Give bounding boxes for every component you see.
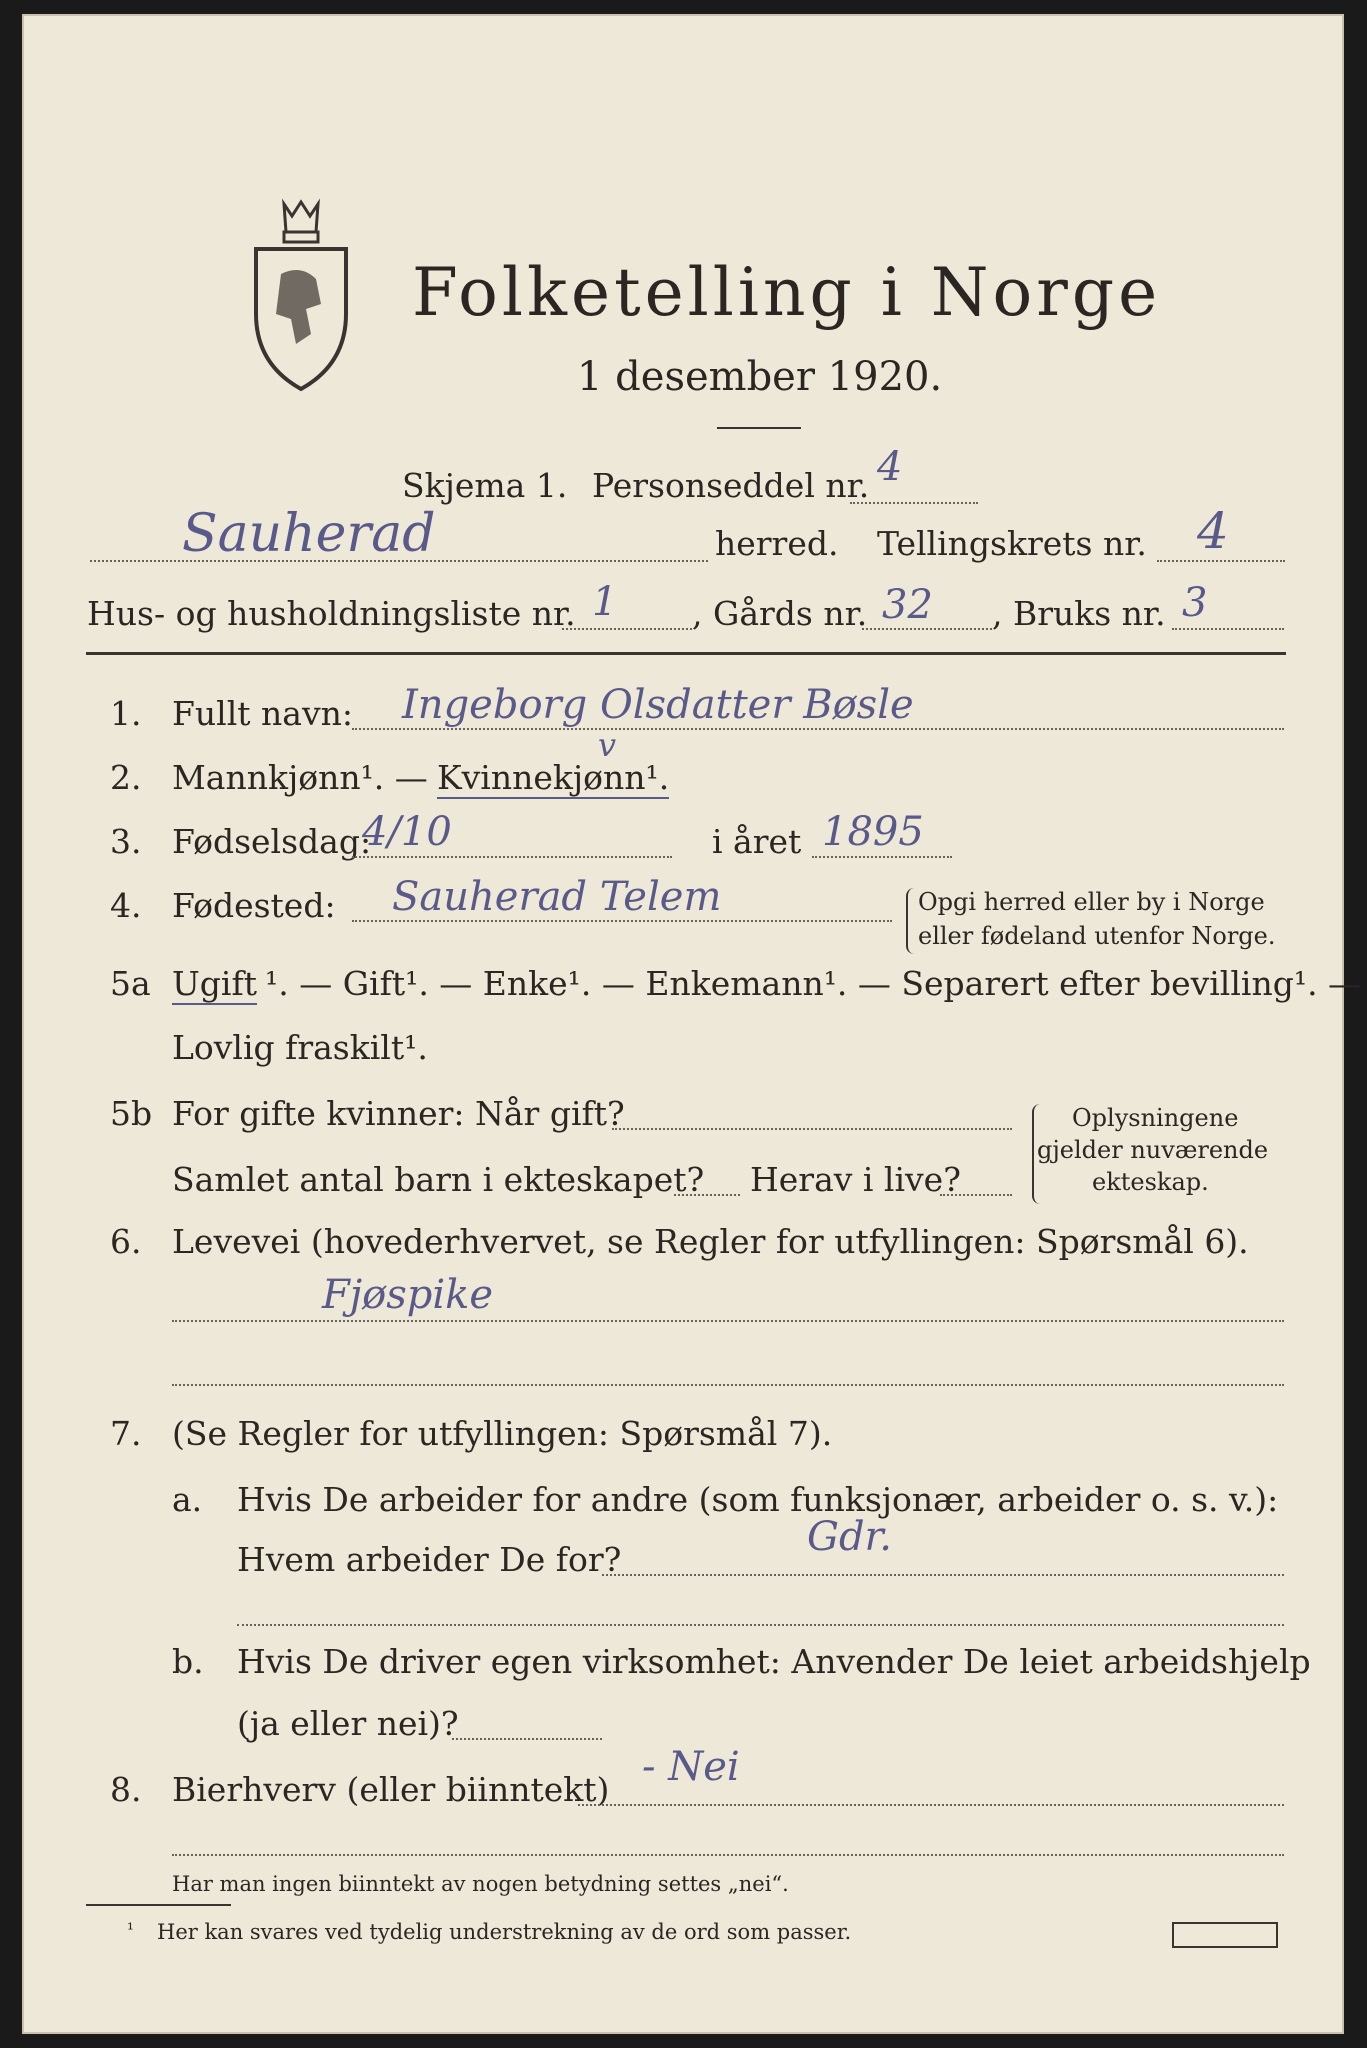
- personseddel-label: Personseddel nr.: [592, 466, 870, 505]
- herred-label: herred.: [715, 524, 839, 563]
- tellingskrets-value: 4: [1197, 502, 1229, 560]
- tellingskrets-line: [1157, 560, 1285, 562]
- q5a-line2: Lovlig fraskilt¹.: [172, 1028, 428, 1067]
- q6-line-2: [172, 1384, 1284, 1386]
- q7a-value: Gdr.: [807, 1514, 892, 1560]
- tellingskrets-label: Tellingskrets nr.: [877, 524, 1147, 563]
- census-form: [22, 14, 1362, 2034]
- q4-value: Sauherad Telem: [392, 874, 722, 920]
- personseddel-line: [850, 502, 978, 504]
- q7-number: 7.: [110, 1414, 142, 1453]
- q4-number: 4.: [110, 886, 142, 925]
- form-title: Folketelling i Norge: [412, 254, 1162, 331]
- hus-value: 1: [592, 579, 618, 625]
- hus-line: [562, 628, 692, 630]
- printer-stamp: [1172, 1922, 1278, 1948]
- q6-value: Fjøspike: [322, 1272, 494, 1318]
- q5b-line-1: [612, 1128, 1012, 1130]
- skjema-label: Skjema 1.: [402, 466, 568, 505]
- q8-line-1: [578, 1804, 1284, 1806]
- q3-year-line: [812, 856, 952, 858]
- q1-number: 1.: [110, 694, 142, 733]
- q3-label: Fødselsdag:: [172, 822, 372, 861]
- q8-number: 8.: [110, 1770, 142, 1809]
- gards-value: 32: [882, 582, 933, 628]
- q5b-number: 5b: [110, 1094, 153, 1133]
- q8-label: Bierhverv (eller biinntekt): [172, 1770, 610, 1809]
- q3-value: 4/10: [362, 809, 452, 855]
- q5a-number: 5a: [110, 964, 151, 1003]
- q7-label: (Se Regler for utfyllingen: Spørsmål 7).: [172, 1414, 833, 1453]
- census-date: 1 desember 1920.: [577, 354, 943, 400]
- q5a-options: ¹. — Gift¹. — Enke¹. — Enkemann¹. — Separert efter bevilling¹. —: [265, 964, 1362, 1003]
- gards-label: , Gårds nr.: [692, 594, 868, 633]
- q5b-note-3: ekteskap.: [1092, 1168, 1209, 1196]
- q5a-ugift: Ugift: [172, 964, 257, 1003]
- q7b-label: Hvis De driver egen virksomhet: Anvender De leiet arbeidshjelp: [237, 1642, 1311, 1681]
- q5b-label-1: For gifte kvinner: Når gift?: [172, 1094, 625, 1133]
- q4-brace: [906, 888, 918, 954]
- q3-year-value: 1895: [822, 809, 924, 855]
- q7a-line-2: [237, 1624, 1284, 1626]
- q6-number: 6.: [110, 1222, 142, 1261]
- q7b-letter: b.: [172, 1642, 204, 1681]
- q7a-question: Hvem arbeider De for?: [237, 1540, 622, 1579]
- bruks-value: 3: [1182, 580, 1208, 626]
- bruks-label: , Bruks nr.: [992, 594, 1166, 633]
- q3-number: 3.: [110, 822, 142, 861]
- q6-label: Levevei (hovederhvervet, se Regler for utfyllingen: Spørsmål 6).: [172, 1222, 1249, 1261]
- bruks-line: [1172, 628, 1284, 630]
- q6-line-1: [172, 1320, 1284, 1322]
- q5b-label-3: Herav i live?: [750, 1160, 961, 1199]
- q8-value: - Nei: [642, 1744, 740, 1790]
- q5b-label-2: Samlet antal barn i ekteskapet?: [172, 1160, 705, 1199]
- q5b-note-1: Oplysningene: [1072, 1104, 1239, 1132]
- q8-line-2: [172, 1854, 1284, 1856]
- q1-label: Fullt navn:: [172, 694, 353, 733]
- biinntekt-note: Har man ingen biinntekt av nogen betydning settes „nei“.: [172, 1872, 789, 1896]
- q3-line: [352, 856, 672, 858]
- q7b-question: (ja eller nei)?: [237, 1704, 459, 1743]
- q4-note-2: eller fødeland utenfor Norge.: [918, 922, 1276, 950]
- coat-of-arms-icon: [246, 194, 356, 394]
- q4-label: Fødested:: [172, 886, 336, 925]
- q3-year-label: i året: [712, 822, 802, 861]
- q5b-line-2: [674, 1194, 740, 1196]
- q2-kvinne: Kvinnekjønn¹.: [437, 758, 670, 797]
- hus-label: Hus- og husholdningsliste nr.: [87, 594, 576, 633]
- q2-number: 2.: [110, 758, 142, 797]
- personseddel-value: 4: [877, 444, 903, 490]
- q4-line: [352, 920, 892, 922]
- q2-checkmark: v: [598, 726, 617, 764]
- q7a-letter: a.: [172, 1480, 203, 1519]
- footnote-text: Her kan svares ved tydelig understrekning av de ord som passer.: [157, 1920, 852, 1944]
- q1-value: Ingeborg Olsdatter Bøsle: [402, 682, 914, 728]
- q7a-line-1: [602, 1574, 1284, 1576]
- gards-line: [862, 628, 992, 630]
- footnote-divider: [86, 1904, 231, 1906]
- header-divider: [86, 652, 1286, 655]
- footnote-mark: ¹: [127, 1920, 134, 1940]
- q5b-line-3: [940, 1194, 1012, 1196]
- q7a-label: Hvis De arbeider for andre (som funksjonær, arbeider o. s. v.):: [237, 1480, 1279, 1519]
- q5b-note-2: gjelder nuværende: [1037, 1136, 1269, 1164]
- q7b-line: [452, 1738, 602, 1740]
- q2-mann: Mannkjønn¹. —: [172, 758, 428, 797]
- q1-line: [352, 728, 1284, 730]
- title-divider: [717, 427, 801, 429]
- q4-note-1: Opgi herred eller by i Norge: [918, 888, 1265, 916]
- herred-value: Sauherad: [182, 504, 436, 564]
